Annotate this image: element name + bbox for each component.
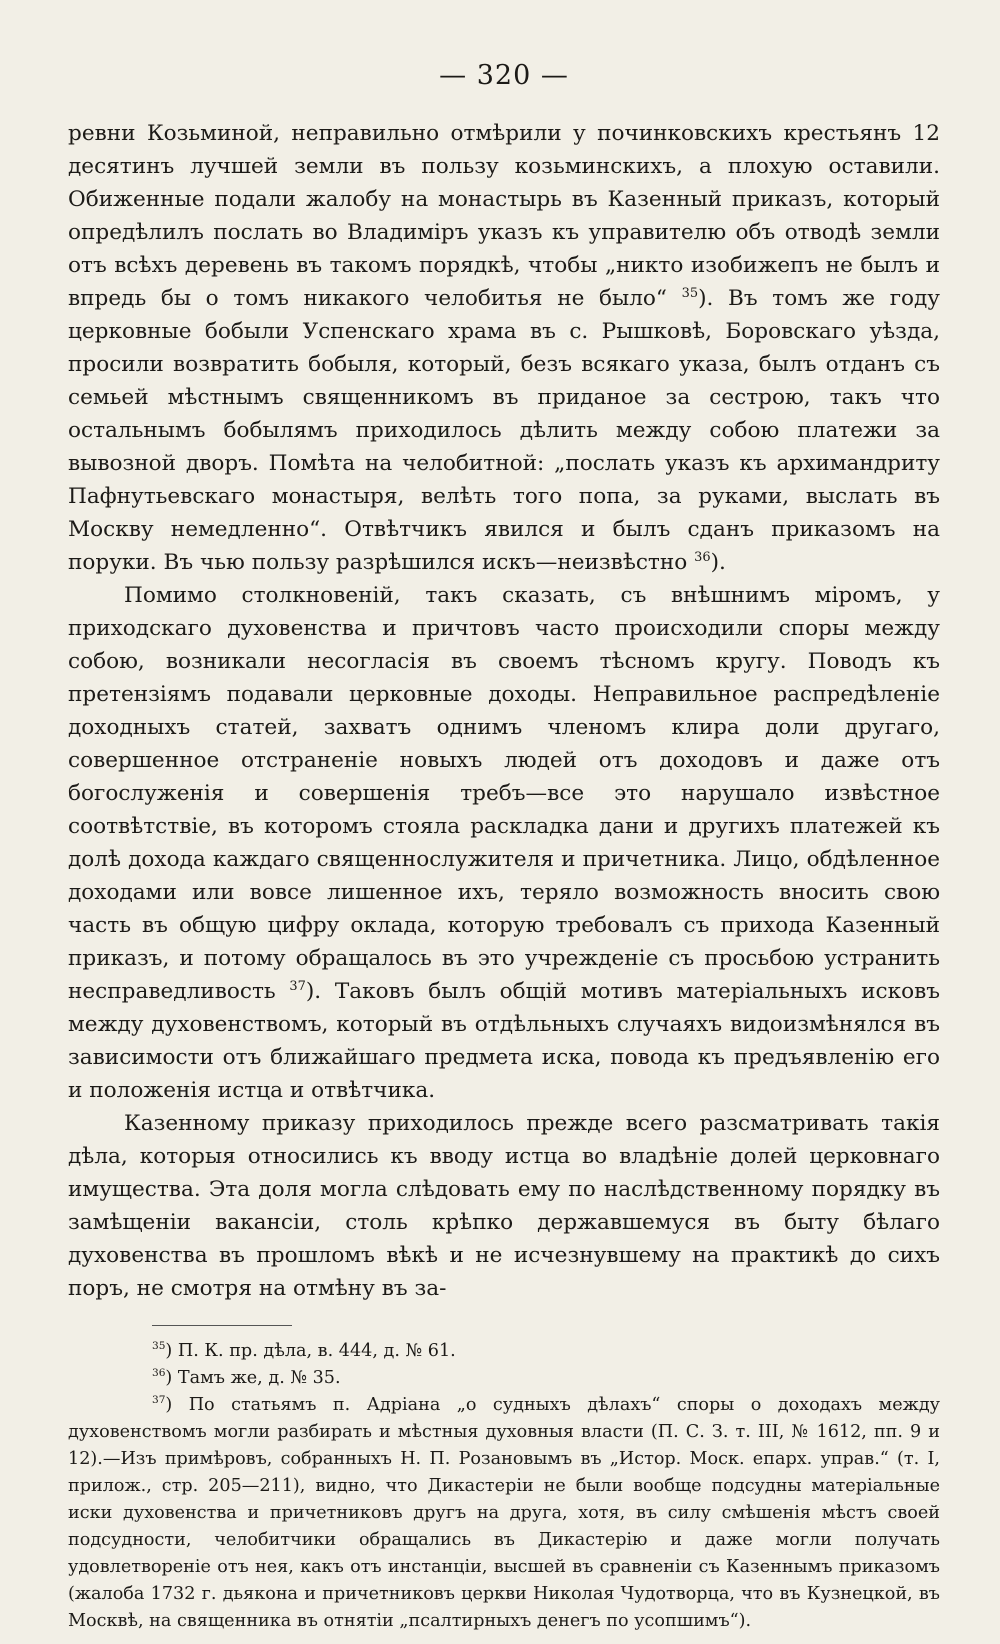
paragraph-3 <box>68 1107 940 1305</box>
paragraph-text: Помимо столкновеній, такъ сказать, съ внѣшнимъ міромъ, у приходскаго духовенства и причтовъ часто происходили споры между собою, возникали несогласія въ своемъ тѣсномъ кругу. Поводъ къ претензіямъ подавали церковные доходы. Неправильное распредѣленіе доходныхъ статей, захватъ однимъ членомъ клира доли другаго, совершенное отстраненіе новыхъ людей отъ доходовъ и даже отъ богослуженія и совершенія требъ—все это нарушало извѣстное соотвѣтствіе, въ которомъ стояла раскладка дани и другихъ платежей къ долѣ дохода каждаго священнослужителя и причетника. Лицо, обдѣленное доходами или вовсе лишенное ихъ, теряло возможность вносить свою часть въ общую цифру оклада, которую требовалъ съ прихода Казенный приказъ, и потому обращалось въ это учрежденіе съ просьбою устранить несправедливость <box>68 583 940 1004</box>
footnote-number: 37 <box>152 1394 166 1407</box>
footnote-ref-35[interactable]: 35 <box>681 285 699 301</box>
page-number: — 320 — <box>439 60 569 91</box>
paragraph-text: ). Таковъ былъ общій мотивъ матеріальныхъ исковъ между духовенствомъ, который въ отдѣльныхъ случаяхъ видоизмѣнялся въ зависимости отъ ближайшаго предмета иска, повода къ предъявленію его и положенія истца и отвѣтчика. <box>68 979 940 1103</box>
body-text <box>68 117 940 1305</box>
footnote-35 <box>68 1338 940 1365</box>
footnotes <box>68 1338 940 1635</box>
paragraph-text: ревни Козьминой, неправильно отмѣрили у починковскихъ крестьянъ 12 десятинъ лучшей земли въ пользу козьминскихъ, а плохую оставили. Обиженные подали жалобу на монастырь въ Казенный приказъ, который опредѣлилъ послать во Владиміръ указъ къ управителю объ отводѣ земли отъ всѣхъ деревень въ такомъ порядкѣ, чтобы „никто изобижепъ не былъ и впредь бы о томъ никакого челобитья не было“ <box>68 121 940 311</box>
footnote-ref-37[interactable]: 37 <box>289 978 306 994</box>
footnote-number: 36 <box>152 1367 166 1380</box>
footnote-divider <box>152 1325 292 1326</box>
footnote-37 <box>68 1392 940 1635</box>
paragraph-2 <box>68 579 940 1107</box>
paragraph-text: ). Въ томъ же году церковные бобыли Успенскаго храма въ с. Рышковѣ, Боровскаго уѣзда, просили возвратить бобыля, который, безъ всякаго указа, былъ отданъ съ семьей мѣстнымъ священникомъ въ приданое за сестрою, такъ что остальнымъ бобылямъ приходилось дѣлить между собою платежи за вывозной дворъ. Помѣта на челобитной: „послать указъ къ архимандриту Пафнутьевскаго монастыря, велѣть того попа, за руками, выслать въ Москву немедленно“. Отвѣтчикъ явился и былъ сданъ приказомъ на поруки. Въ чью пользу разрѣшился искъ—неизвѣстно <box>68 286 941 575</box>
footnote-number: 35 <box>152 1340 166 1353</box>
footnote-text: ) П. К. пр. дѣла, в. 444, д. № 61. <box>165 1341 456 1361</box>
paragraph-text: ). <box>710 550 726 575</box>
footnote-text: ) По статьямъ п. Адріана „о судныхъ дѣлахъ“ споры о доходахъ между духовенствомъ могли разбирать и мѣстныя духовныя власти (П. С. З. т. III, № 1612, пп. 9 и 12).—Изъ примѣровъ, собранныхъ Н. П. Розановымъ въ „Истор. Моск. епарх. управ.“ (т. I, прилож., стр. 205—211), видно, что Дикастеріи не были вообще подсудны матеріальные иски духовенства и причетниковъ другъ на друга, хотя, въ силу смѣшенія мѣстъ своей подсудности, челобитчики обращались въ Дикастерію и даже могли получать удовлетвореніе отъ нея, какъ отъ инстанціи, высшей въ сравненіи съ Казеннымъ приказомъ (жалоба 1732 г. дьякона и причетниковъ церкви Николая Чудотворца, что въ Кузнецкой, въ Москвѣ, на священника въ отнятіи „псалтирныхъ денегъ по усопшимъ“). <box>68 1395 940 1631</box>
footnote-text: ) Тамъ же, д. № 35. <box>165 1368 341 1388</box>
footnote-36 <box>68 1365 940 1392</box>
paragraph-text: Казенному приказу приходилось прежде всего разсматривать такія дѣла, которыя относились къ вводу истца во владѣніе долей церковнаго имущества. Эта доля могла слѣдовать ему по наслѣдственному порядку въ замѣщеніи вакансіи, столь крѣпко державшемуся въ быту бѣлаго духовенства въ прошломъ вѣкѣ и не исчезнувшему на практикѣ до сихъ поръ, не смотря на отмѣну въ за- <box>68 1111 940 1301</box>
paragraph-1 <box>68 117 940 579</box>
footnote-ref-36[interactable]: 36 <box>694 549 711 565</box>
